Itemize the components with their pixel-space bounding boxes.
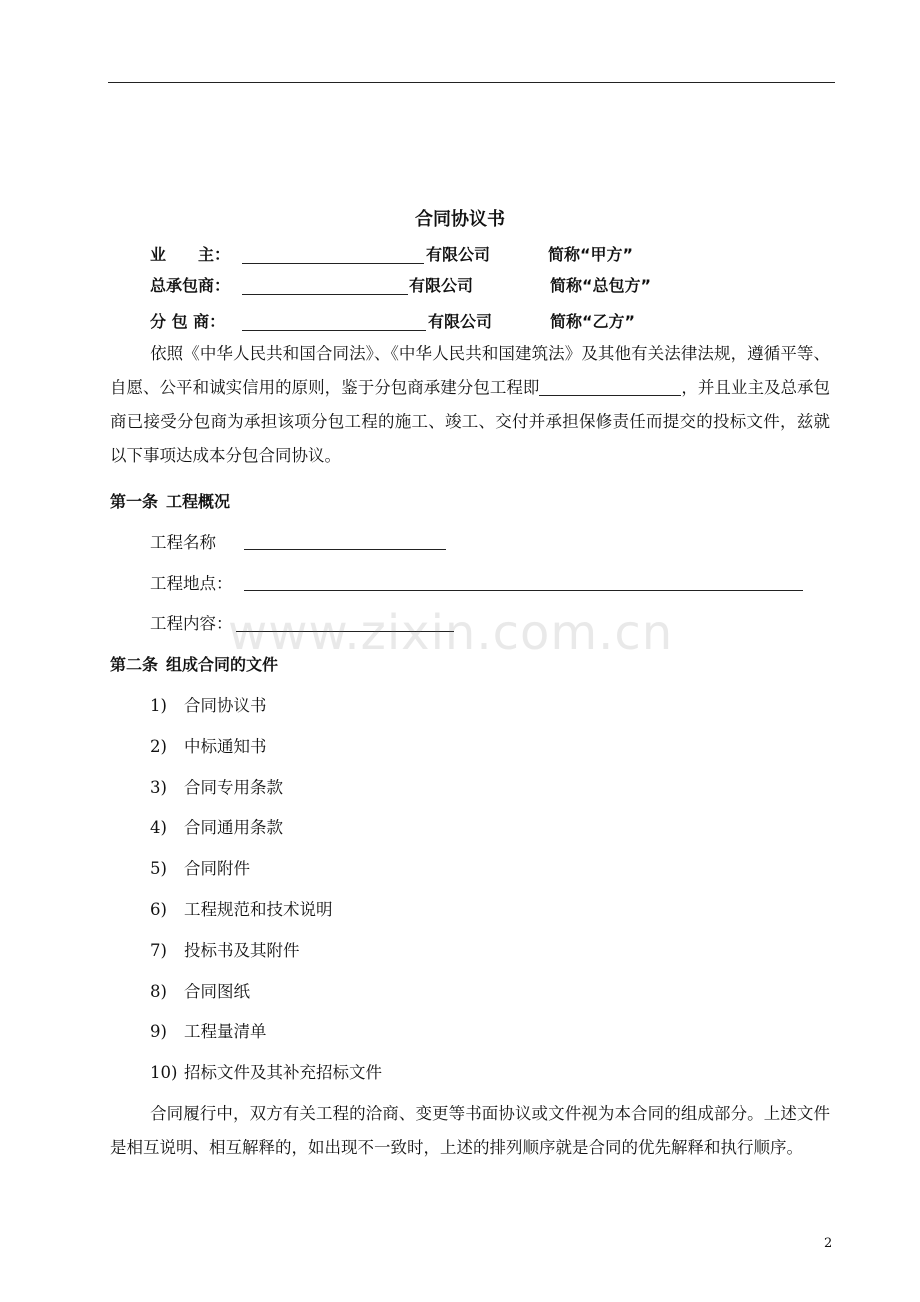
party-name-blank xyxy=(242,330,426,331)
closing-text: 合同履行中，双方有关工程的洽商、变更等书面协议或文件视为本合同的组成部分。上述文件是相互说明、相互解释的，如出现不一致时，上述的排列顺序就是合同的优先解释和执行顺序。 xyxy=(110,1104,830,1157)
item-number: 4) xyxy=(150,818,167,837)
item-number: 5) xyxy=(150,859,167,878)
item-text: 合同图纸 xyxy=(184,982,250,1001)
section-number: 第二条 xyxy=(110,655,159,674)
item-text: 合同协议书 xyxy=(184,696,267,715)
party-suffix: 有限公司 xyxy=(426,245,491,264)
field-project-location xyxy=(150,572,233,596)
field-label: 工程地点： xyxy=(150,574,233,593)
field-label: 工程内容： xyxy=(150,614,233,633)
field-project-content xyxy=(150,612,233,636)
intro-text-part1: 依照《中华人民共和国合同法》、《中华人民共和国建筑法》及其他有关法律法规，遵循平等、自愿、公平和诚实信用的原则，鉴于分包商承建分包工程即 xyxy=(110,344,830,397)
party-label: 总承包商： xyxy=(150,276,231,295)
intro-text-part2: ，并且业主及总承包商已接受分包商为承担该项分包工程的施工、竣工、交付并承担保修责任而提交的投标文件，兹就以下事项达成本分包合同协议。 xyxy=(110,378,831,465)
section-title: 工程概况 xyxy=(166,492,231,511)
closing-paragraph xyxy=(110,1097,830,1165)
list-item xyxy=(150,857,250,881)
item-number: 9) xyxy=(150,1022,167,1041)
item-text: 工程量清单 xyxy=(184,1022,267,1041)
project-name-line xyxy=(244,549,446,550)
list-item xyxy=(150,980,250,1004)
item-number: 3) xyxy=(150,778,167,797)
party-name-blank xyxy=(242,263,424,264)
party-suffix: 有限公司 xyxy=(428,312,493,331)
party-short-name: 简称“甲方” xyxy=(548,245,634,264)
project-location-line xyxy=(244,590,803,591)
party-short-name: 简称“总包方” xyxy=(550,276,652,295)
list-item xyxy=(150,694,267,718)
item-number: 2) xyxy=(150,737,167,756)
list-item xyxy=(150,939,300,963)
document-title: 合同协议书 xyxy=(415,209,505,230)
section-1-heading xyxy=(110,490,230,514)
header-rule xyxy=(108,82,835,83)
list-item xyxy=(150,1020,267,1044)
item-number: 10) xyxy=(150,1063,178,1082)
field-project-name xyxy=(150,531,216,555)
project-name-blank xyxy=(539,377,681,396)
party-short-name: 简称“乙方” xyxy=(550,312,636,331)
intro-paragraph xyxy=(110,337,830,473)
list-item xyxy=(150,776,283,800)
item-text: 招标文件及其补充招标文件 xyxy=(184,1063,382,1082)
party-suffix: 有限公司 xyxy=(409,276,474,295)
item-number: 1) xyxy=(150,696,167,715)
item-number: 8) xyxy=(150,982,167,1001)
page-number: 2 xyxy=(824,1236,833,1251)
party-name-blank xyxy=(242,294,408,295)
item-text: 合同专用条款 xyxy=(184,778,283,797)
item-text: 工程规范和技术说明 xyxy=(184,900,333,919)
item-text: 合同通用条款 xyxy=(184,818,283,837)
section-title: 组成合同的文件 xyxy=(166,655,279,674)
field-label: 工程名称 xyxy=(150,533,216,552)
list-item xyxy=(150,898,333,922)
party-label: 业 主： xyxy=(150,245,231,264)
watermark: www.zixin.com.cn xyxy=(228,605,674,661)
list-item xyxy=(150,1061,382,1085)
item-number: 7) xyxy=(150,941,167,960)
party-label: 分 包 商： xyxy=(150,312,226,331)
item-text: 合同附件 xyxy=(184,859,250,878)
list-item xyxy=(150,816,283,840)
item-text: 投标书及其附件 xyxy=(184,941,300,960)
section-number: 第一条 xyxy=(110,492,159,511)
list-item xyxy=(150,735,267,759)
item-number: 6) xyxy=(150,900,167,919)
item-text: 中标通知书 xyxy=(184,737,267,756)
